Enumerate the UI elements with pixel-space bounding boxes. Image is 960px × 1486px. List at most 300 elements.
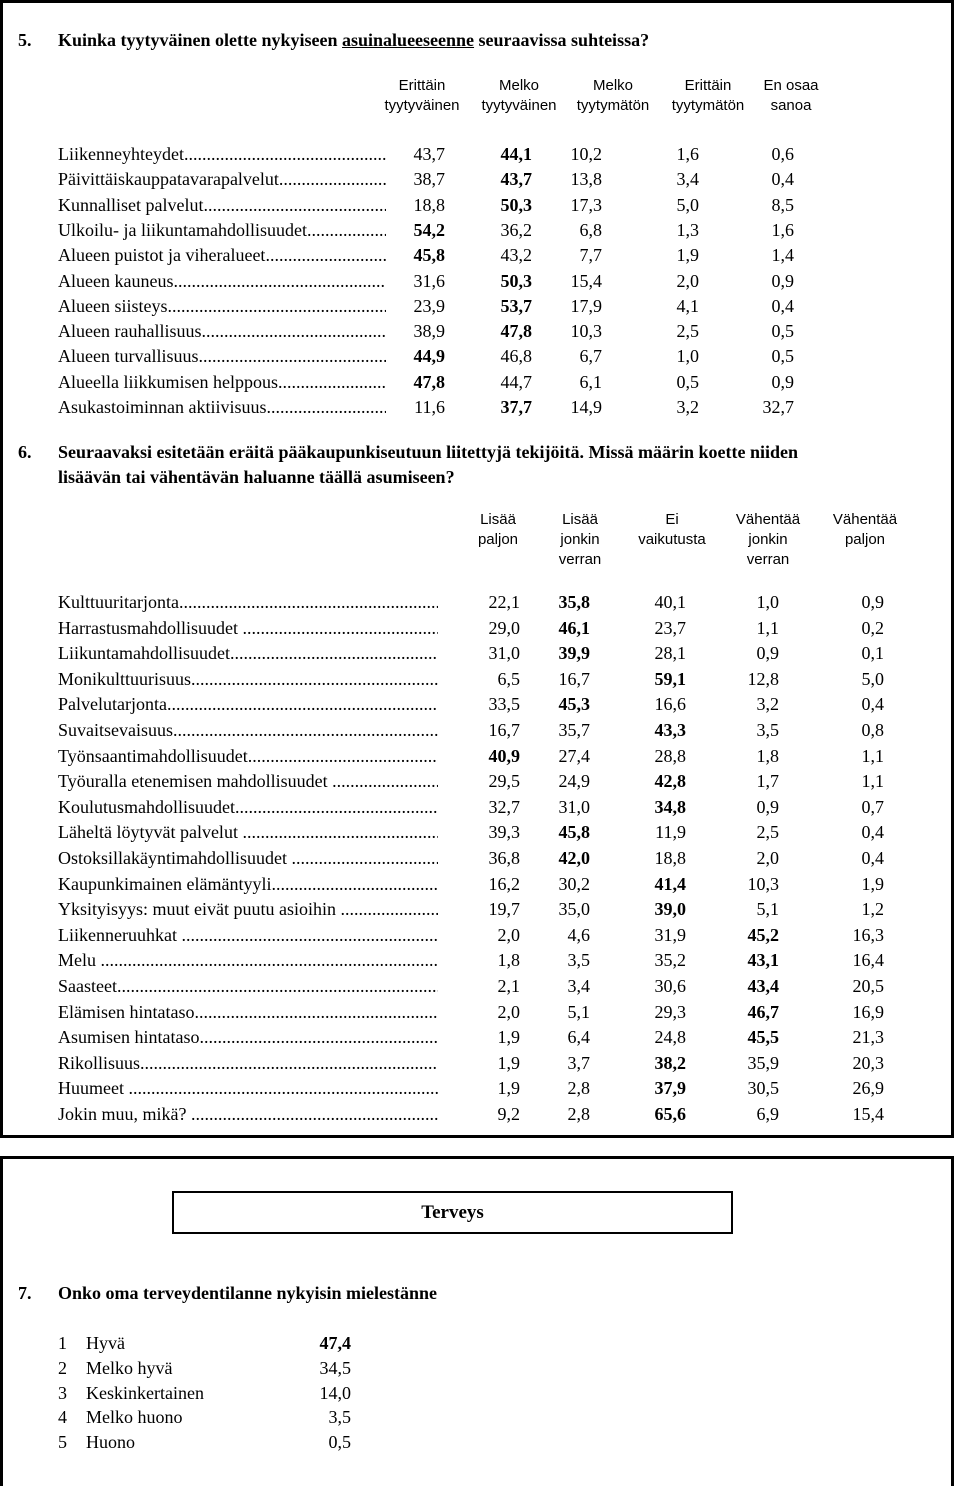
- table-cell: 47,8: [500, 321, 532, 342]
- answer-label: Hyvä: [86, 1333, 125, 1353]
- table-cell: 2,0: [497, 924, 520, 945]
- answer-row: [58, 1430, 358, 1455]
- answer-number: 5: [58, 1432, 67, 1453]
- column-header-line: Vähentää: [832, 511, 898, 528]
- table-cell: 32,7: [762, 397, 794, 417]
- table-row: [0, 395, 960, 420]
- answer-value: 0,5: [328, 1432, 351, 1453]
- question-number: 5.: [18, 30, 32, 50]
- row-label: [58, 923, 438, 948]
- table-cell: 42,8: [654, 771, 686, 792]
- table-cell: 39,9: [558, 643, 590, 664]
- table-cell: 35,0: [558, 899, 590, 920]
- table-cell: 1,1: [861, 771, 884, 792]
- column-header: [617, 510, 727, 570]
- table-cell: 30,2: [558, 873, 590, 894]
- table-cell: 1,6: [676, 144, 699, 164]
- row-label-text: Jokin muu, mikä?: [58, 1104, 191, 1124]
- table-cell: 39,0: [654, 899, 686, 920]
- answer-row: [58, 1356, 358, 1381]
- table-cell: 59,1: [654, 668, 686, 689]
- table-row: [0, 974, 960, 999]
- table-cell: 1,8: [756, 745, 779, 766]
- row-label: [58, 718, 438, 743]
- column-header: [810, 510, 920, 570]
- row-label: [58, 1025, 438, 1050]
- table-row: [0, 193, 960, 218]
- table-cell: 43,3: [654, 720, 686, 740]
- table-cell: 35,9: [747, 1052, 779, 1073]
- table-cell: 0,4: [861, 694, 884, 715]
- row-label: [58, 243, 386, 268]
- question-text-line-1: Seuraavaksi esitetään eräitä pääkaupunkiseutuun liitettyjä tekijöitä. Missä määrin koette niiden: [58, 442, 799, 462]
- table-cell: 11,9: [655, 822, 686, 843]
- table-cell: 41,4: [654, 873, 686, 894]
- table-cell: 0,8: [861, 720, 884, 740]
- column-header-line: En osaa: [763, 77, 819, 94]
- table-cell: 1,1: [861, 745, 884, 766]
- table-cell: 3,7: [567, 1052, 590, 1073]
- table-cell: 16,2: [488, 873, 520, 894]
- table-row: [0, 616, 960, 641]
- table-cell: 16,4: [852, 950, 884, 971]
- table-cell: 20,5: [852, 976, 884, 996]
- table-cell: 17,3: [570, 194, 602, 215]
- row-label: [58, 846, 438, 871]
- table-cell: 1,2: [861, 899, 884, 920]
- table-cell: 65,6: [654, 1104, 686, 1124]
- table-cell: 36,8: [488, 848, 520, 868]
- table-cell: 53,7: [500, 295, 532, 316]
- table-cell: 6,5: [497, 668, 520, 689]
- table-cell: 3,4: [676, 169, 699, 190]
- table-cell: 43,7: [413, 144, 445, 164]
- table-cell: 3,4: [567, 976, 590, 996]
- table-row: [0, 872, 960, 897]
- table-row: [0, 269, 960, 294]
- table-cell: 1,7: [756, 771, 779, 792]
- table-row: [0, 294, 960, 319]
- table-cell: 26,9: [852, 1078, 884, 1099]
- row-label-text: Elämisen hintataso: [58, 1001, 195, 1022]
- table-cell: 2,8: [567, 1104, 590, 1124]
- table-cell: 1,3: [676, 219, 699, 240]
- table-row: [0, 897, 960, 922]
- row-label: [58, 395, 386, 420]
- table-cell: 10,3: [747, 873, 779, 894]
- table-cell: 3,2: [676, 397, 699, 417]
- table-cell: 19,7: [488, 899, 520, 920]
- row-label-text: Kaupunkimainen elämäntyyli: [58, 873, 272, 894]
- row-label: [58, 872, 438, 897]
- answer-value: 34,5: [319, 1357, 351, 1378]
- question-number: 7.: [18, 1283, 32, 1303]
- row-label: [58, 1076, 438, 1101]
- table-cell: 0,9: [756, 643, 779, 664]
- table-cell: 4,1: [676, 295, 699, 316]
- row-label-text: Monikulttuurisuus.: [58, 668, 196, 689]
- table-cell: 2,5: [676, 321, 699, 342]
- table-cell: 38,7: [413, 169, 445, 190]
- table-cell: 13,8: [570, 169, 602, 190]
- table-cell: 33,5: [488, 694, 520, 715]
- table-cell: 31,0: [488, 643, 520, 664]
- table-cell: 50,3: [500, 194, 532, 215]
- table-cell: 35,8: [558, 592, 590, 612]
- table-row: [0, 142, 960, 167]
- table-cell: 30,6: [654, 976, 686, 996]
- table-cell: 44,9: [413, 346, 445, 367]
- row-label: [58, 218, 386, 243]
- table-cell: 0,1: [861, 643, 884, 664]
- row-label-text: Ostoksillakäyntimahdollisuudet: [58, 848, 292, 868]
- table-cell: 0,6: [771, 144, 794, 164]
- table-cell: 39,3: [488, 822, 520, 843]
- table-cell: 6,7: [579, 346, 602, 367]
- table-cell: 0,9: [756, 796, 779, 817]
- column-header-line: tyytymätön: [671, 97, 745, 114]
- column-header-line: [810, 550, 920, 570]
- table-cell: 18,8: [413, 194, 445, 215]
- table-cell: 16,7: [558, 668, 590, 689]
- table-cell: 1,0: [756, 592, 779, 612]
- answer-row: [58, 1331, 358, 1356]
- column-header-line: Vähentää: [735, 511, 801, 528]
- table-cell: 1,9: [497, 1078, 520, 1099]
- column-header-line: paljon: [477, 531, 519, 548]
- table-cell: 1,1: [756, 617, 779, 638]
- column-header: [713, 510, 823, 570]
- row-label: [58, 1000, 438, 1025]
- table-cell: 8,5: [771, 194, 794, 215]
- row-label-text: Liikenneyhteydet: [58, 144, 184, 164]
- section-title: Terveys: [172, 1191, 733, 1234]
- table-cell: 5,0: [676, 194, 699, 215]
- table-cell: 2,8: [567, 1078, 590, 1099]
- row-label-text: Harrastusmahdollisuudet: [58, 617, 243, 638]
- table-cell: 4,6: [567, 924, 590, 945]
- column-header-line: Erittäin: [398, 77, 446, 94]
- table-cell: 31,6: [413, 270, 445, 291]
- row-label: [58, 370, 386, 395]
- question-text: Kuinka tyytyväinen olette nykyiseen asuinalueeseenne seuraavissa suhteissa?: [58, 30, 650, 50]
- table-cell: 27,4: [558, 745, 590, 766]
- table-cell: 43,7: [500, 169, 532, 190]
- column-header-line: [617, 550, 727, 570]
- row-label-text: Alueen puistot ja viheralueet: [58, 245, 266, 266]
- row-label: [58, 142, 386, 167]
- table-cell: 6,1: [579, 371, 602, 392]
- table-cell: 16,6: [654, 694, 686, 715]
- table-cell: 44,7: [500, 371, 532, 392]
- column-header: [563, 76, 663, 116]
- table-cell: 16,7: [488, 720, 520, 740]
- column-header-line: verran: [746, 551, 790, 568]
- question-text: Onko oma terveydentilanne nykyisin mielestänne: [58, 1283, 438, 1303]
- column-header-line: Ei: [665, 511, 679, 528]
- row-label-text: Päivittäiskauppatavarapalvelut.: [58, 169, 284, 190]
- column-header-line: Lisää: [562, 511, 598, 528]
- table-cell: 2,0: [676, 270, 699, 291]
- table-cell: 46,7: [747, 1001, 779, 1022]
- table-cell: 0,9: [861, 592, 884, 612]
- table-cell: 38,9: [413, 321, 445, 342]
- row-label-text: Liikenneruuhkat: [58, 924, 182, 945]
- table-cell: 43,4: [747, 976, 779, 996]
- table-cell: 31,9: [654, 924, 686, 945]
- row-label-text: Kunnalliset palvelut.: [58, 194, 208, 215]
- table-cell: 0,4: [771, 295, 794, 316]
- table-cell: 1,9: [861, 873, 884, 894]
- row-label-text: Asukastoiminnan aktiivisuus: [58, 397, 267, 417]
- row-label-text: Melu: [58, 950, 101, 971]
- table-cell: 10,2: [570, 144, 602, 164]
- row-label: [58, 344, 386, 369]
- table-cell: 6,8: [579, 219, 602, 240]
- table-cell: 35,7: [558, 720, 590, 740]
- table-cell: 44,1: [500, 144, 532, 164]
- column-header-line: jonkin: [560, 531, 600, 548]
- table-cell: 1,9: [676, 245, 699, 266]
- row-label: [58, 667, 438, 692]
- column-header-line: tyytymätön: [576, 97, 650, 114]
- table-cell: 0,9: [771, 270, 794, 291]
- table-cell: 32,7: [488, 796, 520, 817]
- table-cell: 43,2: [500, 245, 532, 266]
- table-row: [0, 846, 960, 871]
- table-row: [0, 667, 960, 692]
- table-cell: 3,2: [756, 694, 779, 715]
- table-row: [0, 1076, 960, 1101]
- table-cell: 3,5: [567, 950, 590, 971]
- row-label: [58, 1051, 438, 1076]
- table-cell: 16,9: [852, 1001, 884, 1022]
- table-row: [0, 1102, 960, 1127]
- table-row: [0, 923, 960, 948]
- table-row: [0, 1025, 960, 1050]
- table-cell: 10,3: [570, 321, 602, 342]
- table-cell: 45,3: [558, 694, 590, 715]
- table-cell: 1,9: [497, 1052, 520, 1073]
- row-label: [58, 1102, 438, 1127]
- table-cell: 45,2: [747, 924, 779, 945]
- column-header-line: jonkin: [748, 531, 788, 548]
- answer-number: 2: [58, 1357, 67, 1378]
- row-label: [58, 948, 438, 973]
- table-cell: 1,4: [771, 245, 794, 266]
- table-cell: 7,7: [579, 245, 602, 266]
- table-cell: 47,8: [413, 371, 445, 392]
- table-cell: 36,2: [500, 219, 532, 240]
- table-cell: 40,1: [654, 592, 686, 612]
- table-cell: 46,8: [500, 346, 532, 367]
- table-cell: 0,4: [861, 848, 884, 868]
- table-cell: 42,0: [558, 848, 590, 868]
- row-label-text: Kulttuuritarjonta: [58, 592, 179, 612]
- table-cell: 37,9: [654, 1078, 686, 1099]
- column-header-line: tyytyväinen: [481, 97, 557, 114]
- row-label-text: Huumeet: [58, 1078, 129, 1099]
- table-row: [0, 795, 960, 820]
- row-label: [58, 193, 386, 218]
- row-label: [58, 744, 438, 769]
- table-cell: 29,5: [488, 771, 520, 792]
- table-cell: 23,7: [654, 617, 686, 638]
- table-cell: 11,6: [414, 397, 445, 417]
- answer-label: Melko huono: [86, 1407, 183, 1428]
- table-row: [0, 744, 960, 769]
- column-header-line: Erittäin: [684, 77, 732, 94]
- table-row: [0, 718, 960, 743]
- table-cell: 0,7: [861, 796, 884, 817]
- table-cell: 20,3: [852, 1052, 884, 1073]
- table-cell: 0,5: [771, 346, 794, 367]
- table-cell: 29,0: [488, 617, 520, 638]
- table-cell: 5,1: [756, 899, 779, 920]
- table-row: [0, 692, 960, 717]
- table-cell: 21,3: [852, 1027, 884, 1048]
- table-row: [0, 641, 960, 666]
- table-cell: 5,1: [567, 1001, 590, 1022]
- column-header-line: Lisää: [480, 511, 516, 528]
- table-cell: 50,3: [500, 270, 532, 291]
- row-label: [58, 319, 386, 344]
- row-label-text: Alueen siisteys: [58, 295, 168, 316]
- table-row: [0, 344, 960, 369]
- row-label: [58, 692, 438, 717]
- table-cell: 23,9: [413, 295, 445, 316]
- answer-value: 3,5: [328, 1407, 351, 1428]
- table-cell: 40,9: [488, 745, 520, 766]
- row-label-text: Liikuntamahdollisuudet: [58, 643, 230, 664]
- table-cell: 45,8: [558, 822, 590, 843]
- table-cell: 43,1: [747, 950, 779, 971]
- answer-label: Huono: [86, 1432, 135, 1453]
- table-row: [0, 1000, 960, 1025]
- table-cell: 37,7: [500, 397, 532, 417]
- table-cell: 14,9: [570, 397, 602, 417]
- row-label: [58, 820, 438, 845]
- column-header-line: vaikutusta: [638, 531, 706, 548]
- row-label-text: Alueen turvallisuus.: [58, 346, 203, 367]
- table-row: [0, 370, 960, 395]
- row-label-text: Rikollisuus: [58, 1052, 141, 1073]
- row-label: [58, 974, 438, 999]
- row-label: [58, 269, 386, 294]
- row-label-text: Yksityisyys: muut eivät puutu asioihin: [58, 899, 341, 920]
- row-label-text: Palvelutarjonta: [58, 694, 167, 715]
- table-row: [0, 1051, 960, 1076]
- row-label: [58, 294, 386, 319]
- table-cell: 2,1: [497, 976, 520, 996]
- answer-row: [58, 1381, 358, 1406]
- column-header-line: paljon: [844, 531, 886, 548]
- table-cell: 1,0: [676, 346, 699, 367]
- row-label-text: Alueella liikkumisen helppous.: [58, 371, 283, 392]
- table-cell: 24,8: [654, 1027, 686, 1048]
- column-header-line: tyytyväinen: [384, 97, 460, 114]
- column-header: [469, 76, 569, 116]
- row-label: [58, 897, 438, 922]
- row-label-text: Työnsaantimahdollisuudet: [58, 745, 248, 766]
- table-cell: 15,4: [570, 270, 602, 291]
- row-label: [58, 769, 438, 794]
- table-cell: 0,4: [771, 169, 794, 190]
- column-header: [741, 76, 841, 116]
- table-row: [0, 590, 960, 615]
- table-cell: 9,2: [497, 1104, 520, 1124]
- table-cell: 3,5: [756, 720, 779, 740]
- table-cell: 54,2: [413, 219, 445, 240]
- table-row: [0, 948, 960, 973]
- row-label-text: Saasteet: [58, 976, 117, 996]
- answer-label: Melko hyvä: [86, 1357, 173, 1378]
- row-label-text: Työuralla etenemisen mahdollisuudet: [58, 771, 333, 792]
- row-label: [58, 590, 438, 615]
- answer-number: 1: [58, 1333, 67, 1353]
- row-label: [58, 616, 438, 641]
- table-cell: 28,1: [654, 643, 686, 664]
- table-cell: 17,9: [570, 295, 602, 316]
- row-label: [58, 795, 438, 820]
- row-label-text: Asumisen hintataso: [58, 1027, 200, 1048]
- table-cell: 0,2: [861, 617, 884, 638]
- row-label-text: Koulutusmahdollisuudet: [58, 796, 235, 817]
- table-cell: 34,8: [654, 796, 686, 817]
- table-cell: 16,3: [852, 924, 884, 945]
- row-label-text: Ulkoilu- ja liikuntamahdollisuudet.: [58, 219, 312, 240]
- table-cell: 46,1: [558, 617, 590, 638]
- answer-value: 14,0: [319, 1382, 351, 1403]
- row-label-text: Alueen kauneus.: [58, 270, 178, 291]
- table-cell: 45,8: [413, 245, 445, 266]
- answer-value: 47,4: [319, 1333, 351, 1353]
- table-cell: 0,4: [861, 822, 884, 843]
- table-row: [0, 218, 960, 243]
- row-label-text: Alueen rauhallisuus.: [58, 321, 206, 342]
- column-header-line: Melko: [498, 77, 539, 94]
- table-cell: 24,9: [558, 771, 590, 792]
- table-cell: 38,2: [654, 1052, 686, 1073]
- row-label: [58, 167, 386, 192]
- table-cell: 22,1: [488, 592, 520, 612]
- table-cell: 1,9: [497, 1027, 520, 1048]
- table-cell: 29,3: [654, 1001, 686, 1022]
- table-cell: 2,0: [497, 1001, 520, 1022]
- table-cell: 2,5: [756, 822, 779, 843]
- column-header-line: verran: [558, 551, 602, 568]
- row-label: [58, 641, 438, 666]
- answer-row: [58, 1405, 358, 1430]
- answer-label: Keskinkertainen: [86, 1382, 204, 1403]
- table-row: [0, 243, 960, 268]
- table-cell: 18,8: [654, 848, 686, 868]
- table-cell: 1,8: [497, 950, 520, 971]
- table-row: [0, 167, 960, 192]
- table-cell: 6,4: [567, 1027, 590, 1048]
- table-cell: 45,5: [747, 1027, 779, 1048]
- column-header-line: Melko: [592, 77, 633, 94]
- table-cell: 2,0: [756, 848, 779, 868]
- table-cell: 15,4: [852, 1104, 884, 1124]
- table-cell: 6,9: [756, 1104, 779, 1124]
- column-header: [372, 76, 472, 116]
- table-cell: 0,5: [771, 321, 794, 342]
- table-row: [0, 769, 960, 794]
- table-cell: 30,5: [747, 1078, 779, 1099]
- row-label-text: Suvaitsevaisuus: [58, 720, 173, 740]
- answer-number: 3: [58, 1382, 67, 1403]
